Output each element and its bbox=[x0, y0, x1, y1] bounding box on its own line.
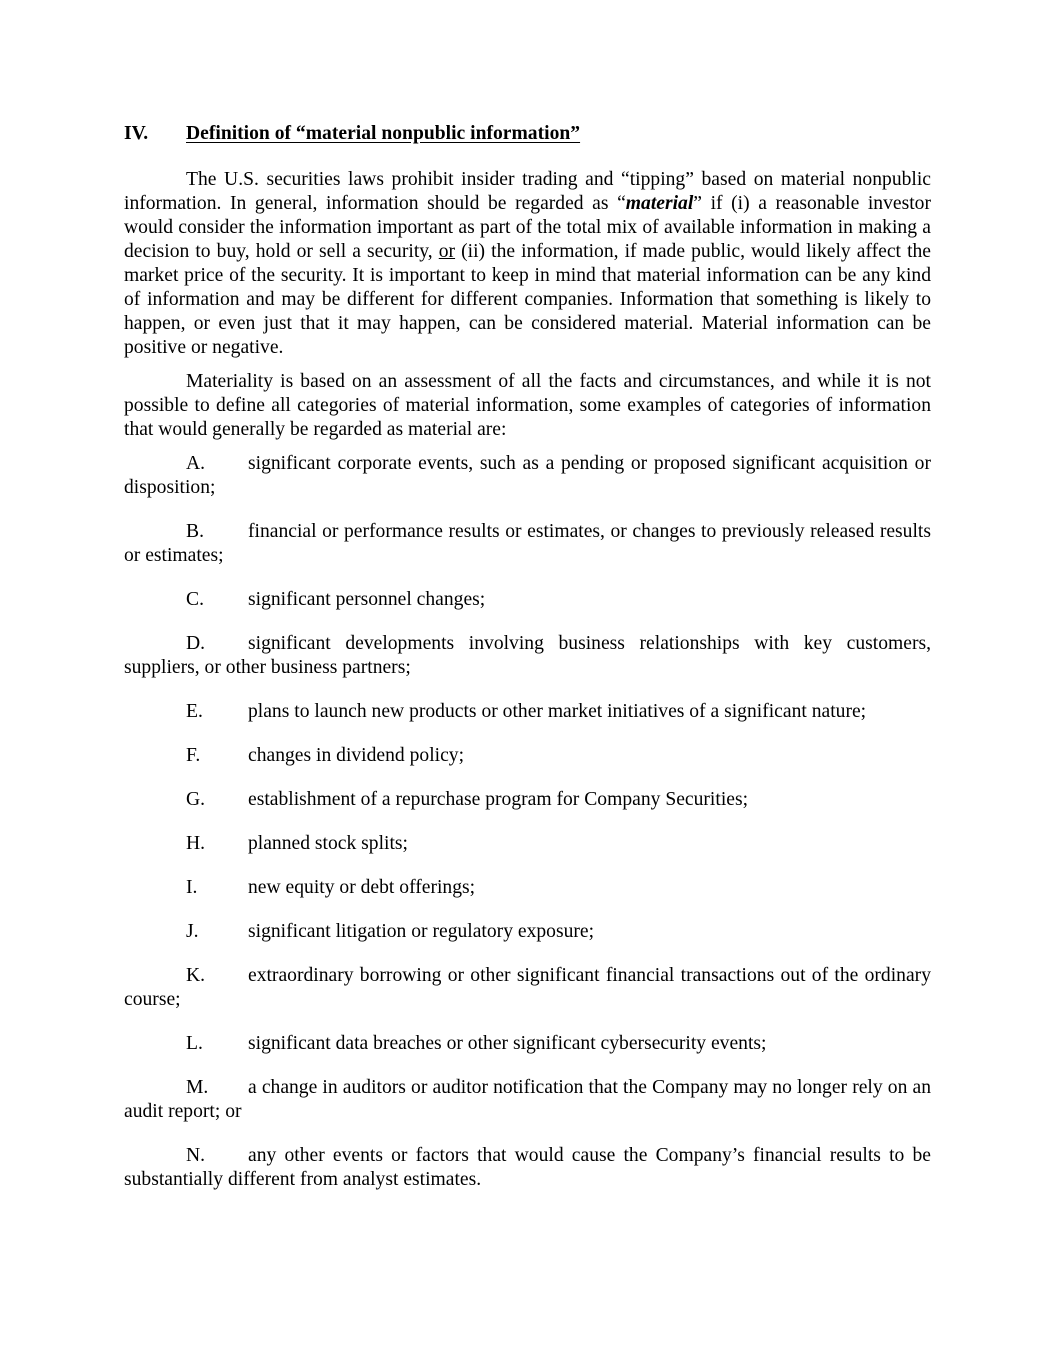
item-text: plans to launch new products or other market initiatives of a significant nature; bbox=[248, 701, 867, 722]
item-letter: C. bbox=[186, 589, 204, 610]
list-item bbox=[124, 744, 931, 768]
list-item bbox=[124, 1076, 931, 1124]
item-text: significant corporate events, such as a pending or proposed significant acquisition or disposition; bbox=[124, 453, 931, 498]
item-text: a change in auditors or auditor notification that the Company may no longer rely on an audit report; or bbox=[124, 1077, 931, 1122]
item-letter: I. bbox=[186, 877, 198, 898]
item-text: significant developments involving business relationships with key customers, suppliers, or other business partners; bbox=[124, 633, 931, 678]
list-item bbox=[124, 832, 931, 856]
item-letter: D. bbox=[186, 633, 206, 654]
section-title: Definition of “material nonpublic information” bbox=[186, 123, 581, 144]
paragraph-definition bbox=[124, 168, 931, 360]
document-page bbox=[124, 122, 931, 1212]
list-item bbox=[124, 452, 931, 500]
list-item bbox=[124, 1032, 931, 1056]
section-heading bbox=[124, 122, 931, 148]
item-letter: F. bbox=[186, 745, 201, 766]
item-text: significant personnel changes; bbox=[248, 589, 486, 610]
item-letter: M. bbox=[186, 1077, 209, 1098]
item-letter: E. bbox=[186, 701, 203, 722]
list-item bbox=[124, 1144, 931, 1192]
item-text: financial or performance results or estimates, or changes to previously released results or estimates; bbox=[124, 521, 931, 566]
list-item bbox=[124, 920, 931, 944]
item-letter: H. bbox=[186, 833, 206, 854]
examples-list bbox=[124, 452, 931, 1192]
paragraph-text: (ii) the information, if made public, would likely affect the market price of the security. It is important to keep in mind that material information can be any kind of information and may be different for different companies. Information that something is likely to happen, or even just that it may happen, can be considered material. Material information can be positive or negative. bbox=[124, 241, 932, 358]
paragraph-text: The U.S. securities laws prohibit insider trading and “tipping” based on material nonpublic information. In general, information should be regarded as “ bbox=[124, 169, 931, 214]
list-item bbox=[124, 876, 931, 900]
list-item bbox=[124, 588, 931, 612]
paragraph-materiality: Materiality is based on an assessment of all the facts and circumstances, and while it is not possible to define all categories of material information, some examples of categories of information that would generally be regarded as material are: bbox=[124, 371, 931, 440]
item-letter: K. bbox=[186, 965, 206, 986]
paragraph-text: ” if (i) a reasonable investor would consider the information important as part of the total mix of available information in making a decision to buy, hold or sell a security, bbox=[124, 193, 931, 262]
item-letter: N. bbox=[186, 1145, 206, 1166]
item-text: any other events or factors that would cause the Company’s financial results to be substantially different from analyst estimates. bbox=[124, 1145, 931, 1190]
item-text: changes in dividend policy; bbox=[248, 745, 465, 766]
item-letter: L. bbox=[186, 1033, 203, 1054]
section-number: IV. bbox=[124, 123, 149, 144]
item-text: significant data breaches or other significant cybersecurity events; bbox=[248, 1033, 767, 1054]
item-text: extraordinary borrowing or other significant financial transactions out of the ordinary course; bbox=[124, 965, 931, 1010]
item-text: planned stock splits; bbox=[248, 833, 409, 854]
list-item bbox=[124, 632, 931, 680]
item-text: establishment of a repurchase program for Company Securities; bbox=[248, 789, 749, 810]
list-item bbox=[124, 700, 931, 724]
list-item bbox=[124, 964, 931, 1012]
item-letter: B. bbox=[186, 521, 204, 542]
item-letter: A. bbox=[186, 453, 206, 474]
material-term: material bbox=[625, 193, 694, 214]
item-letter: J. bbox=[186, 921, 199, 942]
or-underlined: or bbox=[438, 241, 456, 262]
list-item bbox=[124, 520, 931, 568]
item-letter: G. bbox=[186, 789, 206, 810]
item-text: new equity or debt offerings; bbox=[248, 877, 476, 898]
item-text: significant litigation or regulatory exposure; bbox=[248, 921, 595, 942]
list-item bbox=[124, 788, 931, 812]
